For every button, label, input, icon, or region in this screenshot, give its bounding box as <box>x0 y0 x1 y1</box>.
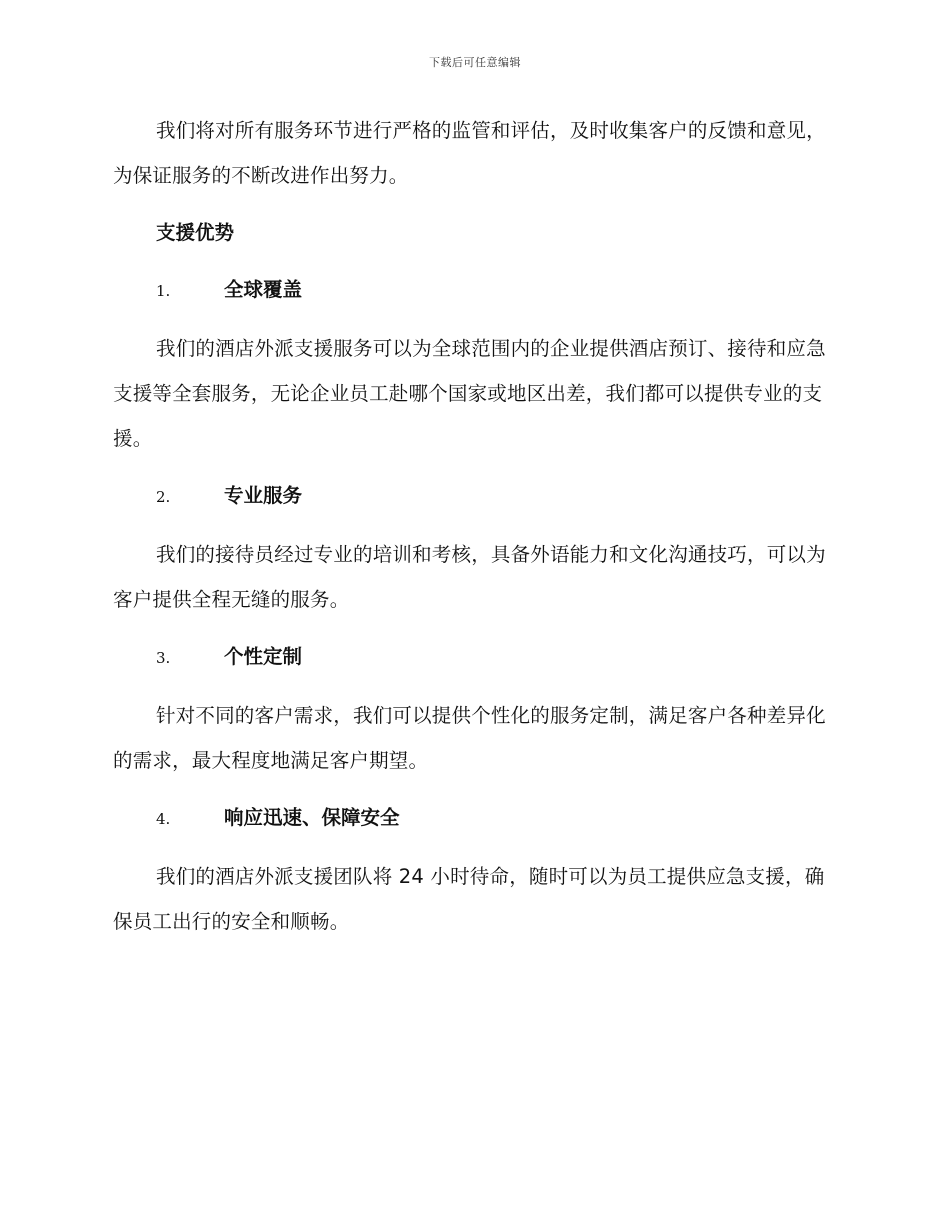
intro-paragraph: 我们将对所有服务环节进行严格的监管和评估，及时收集客户的反馈和意见，为保证服务的不断改进作出努力。 <box>113 119 826 187</box>
list-title: 全球覆盖 <box>224 278 303 301</box>
list-heading-2 <box>156 473 833 520</box>
page-header-note: 下载后可任意编辑 <box>429 56 521 69</box>
list-paragraph-2: 我们的接待员经过专业的培训和考核，具备外语能力和文化沟通技巧，可以为客户提供全程无缝的服务。 <box>113 543 826 611</box>
list-paragraph-3: 针对不同的客户需求，我们可以提供个性化的服务定制，满足客户各种差异化的需求，最大程度地满足客户期望。 <box>113 704 826 772</box>
section-title: 支援优势 <box>156 221 235 244</box>
document-body <box>113 108 833 956</box>
list-paragraph-4: 我们的酒店外派支援团队将 24 小时待命，随时可以为员工提供应急支援，确保员工出行的安全和顺畅。 <box>113 865 825 933</box>
list-paragraph-1: 我们的酒店外派支援服务可以为全球范围内的企业提供酒店预订、接待和应急支援等全套服务，无论企业员工赴哪个国家或地区出差，我们都可以提供专业的支援。 <box>113 337 826 450</box>
list-number: 4. <box>156 810 171 828</box>
list-number: 1. <box>156 282 171 300</box>
list-heading-1 <box>156 267 833 314</box>
list-title: 专业服务 <box>224 484 303 507</box>
list-number: 3. <box>156 649 171 667</box>
list-title: 响应迅速、保障安全 <box>224 806 400 829</box>
list-heading-4 <box>156 795 833 842</box>
list-title: 个性定制 <box>224 645 303 668</box>
list-heading-3 <box>156 634 833 681</box>
list-number: 2. <box>156 488 171 506</box>
